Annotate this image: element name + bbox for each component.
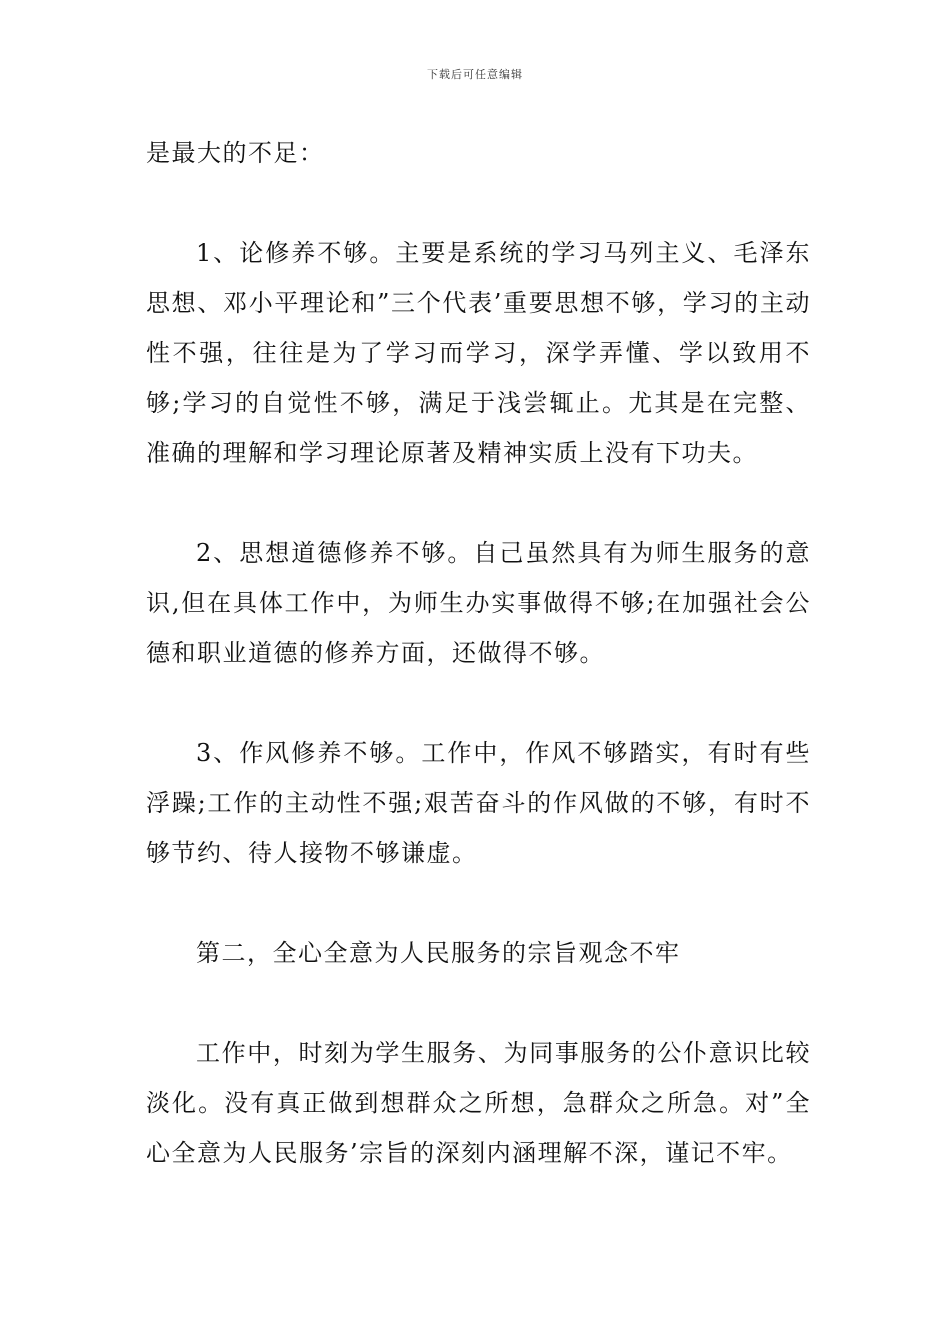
paragraph-gap [146, 478, 811, 528]
section-heading: 第二，全心全意为人民服务的宗旨观念不牢 [196, 939, 681, 967]
paragraph-body: 工作中，时刻为学生服务、为同事服务的公仆意识比较淡化。没有真正做到想群众之所想，急群众之所急。对”全心全意为人民服务’宗旨的深刻内涵理解不深，谨记不牢。 [146, 1039, 811, 1167]
paragraph-item-3: 3、作风修养不够。工作中，作风不够踏实，有时有些浮躁;工作的主动性不强;艰苦奋斗的作风做的不够，有时不够节约、待人接物不够谦虚。 [146, 739, 811, 867]
paragraph-gap [146, 878, 811, 928]
paragraph-item-2: 2、思想道德修养不够。自己虽然具有为师生服务的意识,但在具体工作中，为师生办实事做得不够;在加强社会公德和职业道德的修养方面，还做得不够。 [146, 539, 811, 667]
page-header: 下载后可任意编辑 [427, 68, 523, 81]
document-body [146, 128, 811, 1178]
paragraph-continuation: 是最大的不足： [146, 139, 325, 167]
paragraph-gap [146, 178, 811, 228]
paragraph-item-1: 1、论修养不够。主要是系统的学习马列主义、毛泽东思想、邓小平理论和”三个代表’重要思想不够，学习的主动性不强，往往是为了学习而学习，深学弄懂、学以致用不够;学习的自觉性不够，满足于浅尝辄止。尤其是在完整、准确的理解和学习理论原著及精神实质上没有下功夫。 [146, 239, 811, 467]
paragraph-gap [146, 678, 811, 728]
paragraph-gap [146, 978, 811, 1028]
